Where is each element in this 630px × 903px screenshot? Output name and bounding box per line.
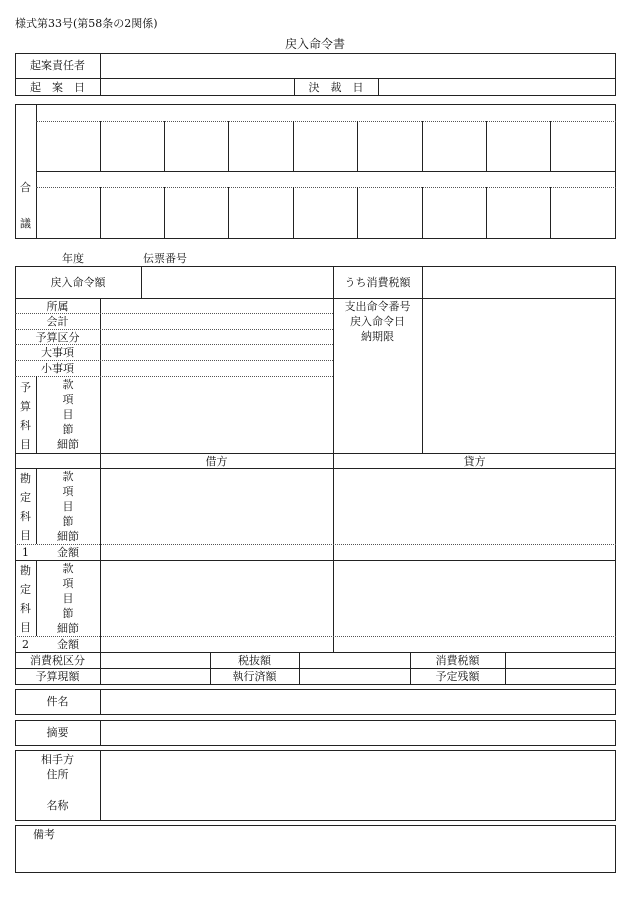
consumption-tax-amount-field[interactable] [506,653,615,668]
subject-level-label: 節 [62,515,74,528]
credit-amount-2-field[interactable] [334,637,615,652]
subject-level-label: 目 [62,408,74,421]
minor-item-label: 小事項 [41,362,74,375]
subject-level-label: 項 [62,393,74,406]
subject-level-label: 目 [62,500,74,513]
affiliation-field[interactable] [101,299,333,313]
draft-date-field[interactable] [101,79,293,95]
subject-level-label: 細節 [57,438,79,451]
account-subject-1-char: 目 [20,529,31,542]
budget-subject-char: 科 [20,419,31,432]
debit-amount-2-field[interactable] [101,637,333,652]
budget-subject-char: 目 [20,438,31,451]
summary-label: 摘要 [46,726,69,739]
subject-level-label: 目 [62,592,74,605]
subject-level-label: 細節 [57,530,79,543]
budget-category-field[interactable] [101,330,333,344]
executed-amount-field[interactable] [300,669,410,684]
credit-header: 貸方 [463,455,486,468]
account-subject-2-char: 目 [20,621,31,634]
credit-subject-1-field[interactable] [334,469,615,544]
address-label: 住所 [46,768,69,781]
account-subject-1-char: 勘 [20,472,31,485]
return-amount-label: 戻入命令額 [50,276,106,289]
account-subject-2-char: 定 [20,583,31,596]
budget-subject-char: 予 [20,381,31,394]
debit-subject-1-field[interactable] [101,469,333,544]
subject-level-label: 項 [62,485,74,498]
subject-level-label: 款 [62,470,74,483]
minor-item-field[interactable] [101,361,333,376]
subject-level-label: 節 [62,607,74,620]
council-label-1: 合 [20,181,31,194]
subject-label: 件名 [46,695,69,708]
tax-excluded-amount-label: 税抜額 [238,654,271,667]
credit-amount-1-field[interactable] [334,545,615,560]
consumption-tax-amount-label: 消費税額 [435,654,480,667]
consumption-tax-included-label: うち消費税額 [344,276,411,289]
summary-row [15,720,616,746]
draft-date-label: 起 案 日 [30,81,85,94]
debit-header: 借方 [205,455,228,468]
budget-subject-field[interactable] [101,377,333,453]
document-title: 戻入命令書 [284,37,345,51]
debit-subject-2-field[interactable] [101,561,333,636]
consumption-tax-included-field[interactable] [423,267,615,297]
remarks-label: 備考 [33,828,55,841]
executed-amount-label: 執行済額 [232,670,277,683]
account-subject-2-char: 2 [22,638,29,651]
name-label: 名称 [46,799,69,812]
council-label-2: 議 [20,217,31,230]
responsible-label: 起案責任者 [30,59,85,72]
account-subject-1-char: 定 [20,491,31,504]
tax-excluded-amount-field[interactable] [300,653,410,668]
debit-amount-1-field[interactable] [101,545,333,560]
subject-level-label: 項 [62,577,74,590]
subject-level-label: 節 [62,423,74,436]
amount-label: 金額 [57,546,79,559]
subject-level-label: 細節 [57,622,79,635]
order-info-field[interactable] [423,299,615,453]
payment-deadline-label: 納期限 [361,330,394,343]
decision-date-label: 決 裁 日 [308,81,364,94]
slip-number-label: 伝票番号 [143,252,187,265]
decision-date-field[interactable] [379,79,615,95]
counterparty-block [15,750,616,821]
return-order-date-label: 戻入命令日 [350,315,405,328]
account-subject-2-char: 科 [20,602,31,615]
budget-subject-char: 算 [20,400,31,413]
accounting-field[interactable] [101,314,333,329]
tax-category-field[interactable] [101,653,210,668]
credit-subject-2-field[interactable] [334,561,615,636]
expenditure-order-number-label: 支出命令番号 [344,300,411,313]
subject-row [15,689,616,715]
planned-balance-field[interactable] [506,669,615,684]
counterparty-label: 相手方 [41,753,74,766]
current-budget-field[interactable] [101,669,210,684]
tax-category-label: 消費税区分 [30,654,85,667]
budget-category-label: 予算区分 [35,331,80,344]
subject-level-label: 款 [62,378,74,391]
year-label: 年度 [62,252,84,265]
major-item-field[interactable] [101,345,333,360]
responsible-field[interactable] [101,54,615,77]
current-budget-label: 予算現額 [35,670,80,683]
subject-level-label: 款 [62,562,74,575]
account-subject-1-char: 科 [20,510,31,523]
remarks-block [15,825,616,873]
planned-balance-label: 予定残額 [435,670,480,683]
accounting-label: 会計 [46,315,69,328]
return-amount-field[interactable] [142,267,332,297]
major-item-label: 大事項 [41,346,74,359]
amount-label: 金額 [57,638,79,651]
form-number: 様式第33号(第58条の2関係) [15,17,158,30]
account-subject-2-char: 勘 [20,564,31,577]
account-subject-1-char: 1 [22,546,29,559]
affiliation-label: 所属 [46,300,69,313]
